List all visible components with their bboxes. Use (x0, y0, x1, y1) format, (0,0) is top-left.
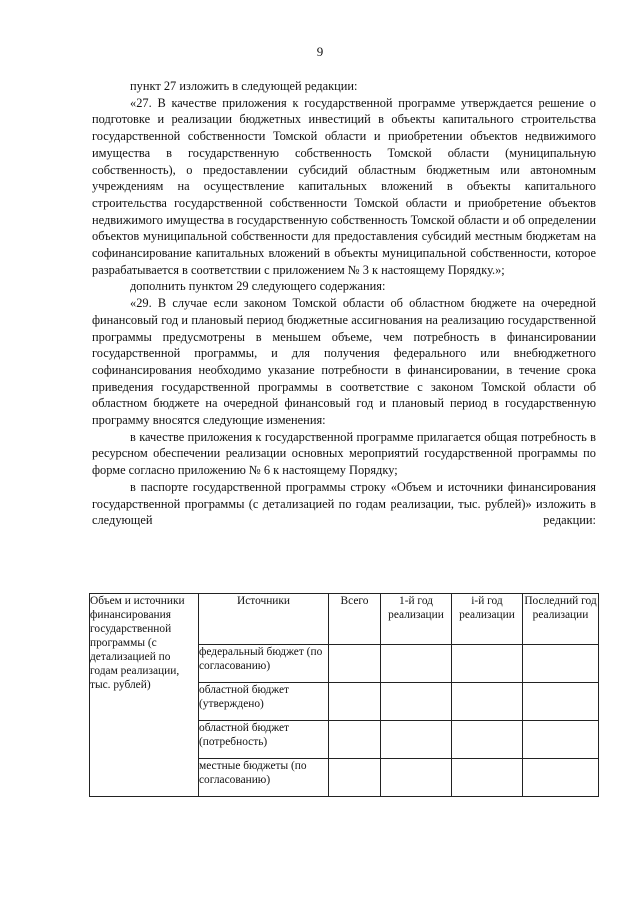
header-last-year: Последний год реализации (523, 594, 599, 645)
source-cell: местные бюджеты (по согласованию) (199, 759, 329, 797)
page-number: 9 (316, 44, 324, 59)
value-cell (523, 645, 599, 683)
header-total: Всего (329, 594, 381, 645)
value-cell (381, 683, 452, 721)
value-cell (523, 759, 599, 797)
value-cell (329, 721, 381, 759)
source-cell: областной бюджет (утверждено) (199, 683, 329, 721)
paragraph: в качестве приложения к государственной программе прилагается общая потребность в ресурсном обеспечении реализации основных мероприятий государственной программы по форме согласно приложению № 6 к настоящему Порядку; (92, 429, 596, 478)
paragraph: «29. В случае если законом Томской области об областном бюджете на очередной финансовый год и плановый период бюджетные ассигнования на реализацию государственной программы предусмотрены в меньшем объеме, чем потребность в финансировании государственной программы, и для получения федерального или внебюджетного софинансирования необходимо указание потребности в финансировании, в течение срока приведения государственной программы в соответствие с законом Томской области об областном бюджете на очередной финансовый год и плановый период в государственную программу вносятся следующие изменения: (92, 296, 596, 428)
value-cell (329, 759, 381, 797)
header-first-year: 1-й год реализации (381, 594, 452, 645)
value-cell (523, 683, 599, 721)
value-cell (452, 721, 523, 759)
header-sources: Источники (199, 594, 329, 645)
value-cell (381, 759, 452, 797)
value-cell (329, 683, 381, 721)
value-cell (452, 759, 523, 797)
paragraph: «27. В качестве приложения к государственной программе утверждается решение о подготовке и реализации бюджетных инвестиций в объекты капитального строительства государственной собственности Томской области и приобретении объектов недвижимого имущества в государственную собственность Томской области (муниципальную собственность), о предоставлении субсидий областным бюджетным или автономным учреждениям на осуществление капитальных вложений в объекты капитального строительства государственной собственности Томской области и приобретение объектов недвижимого имущества в государственную собственность Томской области и об определении объектов муниципальной собственности для предоставления субсидий местным бюджетам на софинансирование капитальных вложений в объекты муниципальной собственности, которое разрабатывается в соответствии с приложением № 3 к настоящему Порядку.»; (92, 95, 596, 277)
table-row-label: Объем и источники финансирования государственной программы (с детализацией по годам реализации, тыс. рублей) (90, 594, 199, 797)
source-cell: областной бюджет (потребность) (199, 721, 329, 759)
value-cell (452, 683, 523, 721)
value-cell (381, 645, 452, 683)
financing-table (89, 593, 599, 797)
value-cell (523, 721, 599, 759)
paragraph: дополнить пунктом 29 следующего содержания: (130, 279, 386, 294)
header-i-year: i-й год реализации (452, 594, 523, 645)
value-cell (329, 645, 381, 683)
paragraph: пункт 27 изложить в следующей редакции: (130, 79, 358, 93)
table-header-row (90, 594, 599, 645)
value-cell (381, 721, 452, 759)
document-body (92, 78, 596, 529)
paragraph: в паспорте государственной программы строку «Объем и источники финансирования государственной программы (с детализацией по годам реализации, тыс. рублей)» изложить в следующей редакции: (92, 479, 596, 528)
source-cell: федеральный бюджет (по согласованию) (199, 645, 329, 683)
value-cell (452, 645, 523, 683)
